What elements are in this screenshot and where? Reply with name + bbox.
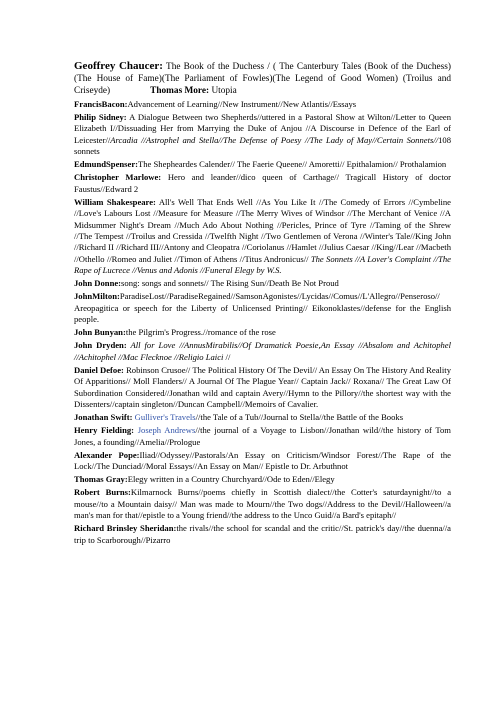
- author-name: Robert Burns:: [74, 487, 131, 498]
- author-entry: [74, 197, 451, 277]
- author-entry: [74, 112, 451, 158]
- entry-text: Elegy written in a Country Churchyard//Ode to Eden//Elegy: [127, 474, 335, 485]
- entry-text: the Pilgrim's Progress.//romance of the rose: [125, 327, 276, 338]
- author-name: Daniel Defoe:: [74, 364, 124, 375]
- entry-text: 108 sonnets: [74, 134, 451, 156]
- author-entry: [74, 474, 451, 485]
- entry-text: Utopia: [209, 86, 237, 96]
- work-title-link: Joseph Andrews: [137, 425, 196, 436]
- entry-text: the rivals//the school for scandal and the critic//St. patrick's day//the duenna//a trip to Scarborough//Pizarro: [74, 523, 451, 545]
- author-entry: [74, 99, 451, 110]
- author-entry: [74, 425, 451, 448]
- work-titles-italic: The Sonnets //A Lover's Complaint //The Rape of Lucrece //Venus and Adonis //Funeral Elegy by W.S.: [74, 253, 451, 276]
- author-name: Richard Brinsley Sheridan:: [74, 523, 177, 534]
- author-name: Geoffrey Chaucer:: [74, 60, 163, 72]
- work-title-link: Gulliver's Travels: [134, 412, 196, 423]
- author-name: EdmundSpenser:: [74, 159, 138, 170]
- author-entry: [74, 365, 451, 411]
- entry-text: ParadiseLost//ParadiseRegained//SamsonAgonistes//Lycidas//Comus//L'Allegro//Penseroso// Areopagitica or speech for the Liberty of Unlicensed Printing// Eikonoklastes//defense for the English people.: [74, 291, 451, 325]
- author-entry: [74, 450, 451, 473]
- entry-text: The Book of the Duchess / ( The Canterbury Tales (Book of the Duchess)(The House of Fame)(The Parliament of Fowles)(The Legend of Good Women) (Troilus and Criseyde): [74, 62, 451, 96]
- author-entry: [74, 340, 451, 363]
- author-name: Thomas Gray:: [74, 474, 128, 485]
- entry-text: Kilmarnock Burns//poems chiefly in Scottish dialect//the Cotter's saturdaynight//to a mouse//to a Mountain daisy// Man was made to Mourn//the Two dogs//Address to the Devil//Halloween//a man's man for that//epistle to a Young friend//the address to the Unco Guid//a Bard's epitaph//: [74, 487, 452, 521]
- entry-text: //: [223, 351, 231, 362]
- author-entry: [74, 278, 451, 289]
- entry-text: //the journal of a Voyage to Lisbon//Jonathan wild//the history of Tom Jones, a founding//Amelia//Prologue: [74, 425, 451, 447]
- author-name: John Bunyan:: [74, 327, 126, 338]
- author-entry: [74, 291, 451, 325]
- author-name: Jonathan Swift:: [74, 412, 133, 423]
- author-entry: [74, 523, 451, 546]
- entry-text: A Dialogue Between two Shepherds//uttered in a Pastoral Show at Wilton//Letter to Queen Elizabeth I//Dissuading Her from Marrying the Duke of Anjou //A Discourse in Defence of the Earl of Leicester//: [74, 111, 451, 145]
- author-name: John Donne:: [74, 278, 122, 289]
- entry-text: Robinson Crusoe// The Political History Of The Devil// An Essay On The History And Reality Of Apparitions// Moll Flanders// A Journal Of The Plague Year// Captain Jack// Roxana// The Great Law Of Subordination Considered//Jonathan wild and captain Avery//Hymn to the Pillory//the shortest way with the Dissenters//captain singleton//Duncan Campbell//Memoirs of Cavalier.: [74, 364, 451, 410]
- work-titles-italic: Arcadia //Astrophel and Stella//The Defense of Poesy //The Lady of May//Certain Sonnets//: [110, 134, 439, 145]
- author-name: Henry Fielding:: [74, 425, 135, 436]
- author-entry: [74, 327, 451, 338]
- entry-text: song: songs and sonnets// The Rising Sun//Death Be Not Proud: [121, 278, 339, 289]
- author-entry: [74, 487, 451, 521]
- author-name: Christopher Marlowe:: [74, 172, 162, 183]
- entry-text: All's Well That Ends Well //As You Like It //The Comedy of Errors //Cymbeline //Love's Labours Lost //Measure for Measure //The Merry Wives of Windsor //The Merchant of Venice //A Midsummer Night's Dream //Much Ado About Nothing //Pericles, Prince of Tyre //Taming of the Shrew //The Tempest //Troilus and Cressida //Twelfth Night //Two Gentlemen of Verona //Winter's Tale//King John //Richard II //Richard III//Antony and Cleopatra //Coriolanus //Hamlet //Julius Caesar //King//Lear //Macbeth //Othello //Romeo and Juliet //Timon of Athens //Titus Andronicus//: [74, 196, 451, 264]
- author-name: Thomas More:: [150, 86, 210, 96]
- entry-text: Iliad//Odyssey//Pastorals/An Essay on Criticism/Windsor Forest//The Rape of the Lock//The Dunciad//Moral Essays//An Essay on Man// Epistle to Dr. Arbuthnot: [74, 449, 451, 472]
- work-titles-italic: All for Love //AnnusMirabilis//Of Dramatick Poesie,An Essay //Absalom and Achitophel //Achitophel //Mac Flecknoe //Religio Laici: [74, 340, 451, 362]
- entry-text: Hero and leander//dico queen of Carthage// Tragicall History of doctor Faustus//Edward 2: [74, 172, 451, 194]
- author-entry: [74, 159, 451, 170]
- author-name: Alexander Pope:: [74, 449, 140, 460]
- author-entry: [74, 412, 451, 423]
- author-name: John Dryden:: [74, 340, 127, 351]
- author-name: FrancisBacon:: [74, 98, 128, 109]
- author-name: Philip Sidney:: [74, 111, 127, 122]
- author-entry: [74, 172, 451, 195]
- entry-text: Advancement of Learning//New Instrument//New Atlantis//Essays: [127, 98, 357, 109]
- entry-text: The Shepheardes Calender// The Faerie Queene// Amoretti// Epithalamion// Prothalamion: [138, 159, 447, 170]
- author-entry: [74, 60, 451, 97]
- author-name: JohnMilton:: [74, 291, 120, 302]
- author-name: William Shakespeare:: [74, 196, 156, 207]
- entry-text: //the Tale of a Tub//Journal to Stella//the Battle of the Books: [195, 412, 404, 423]
